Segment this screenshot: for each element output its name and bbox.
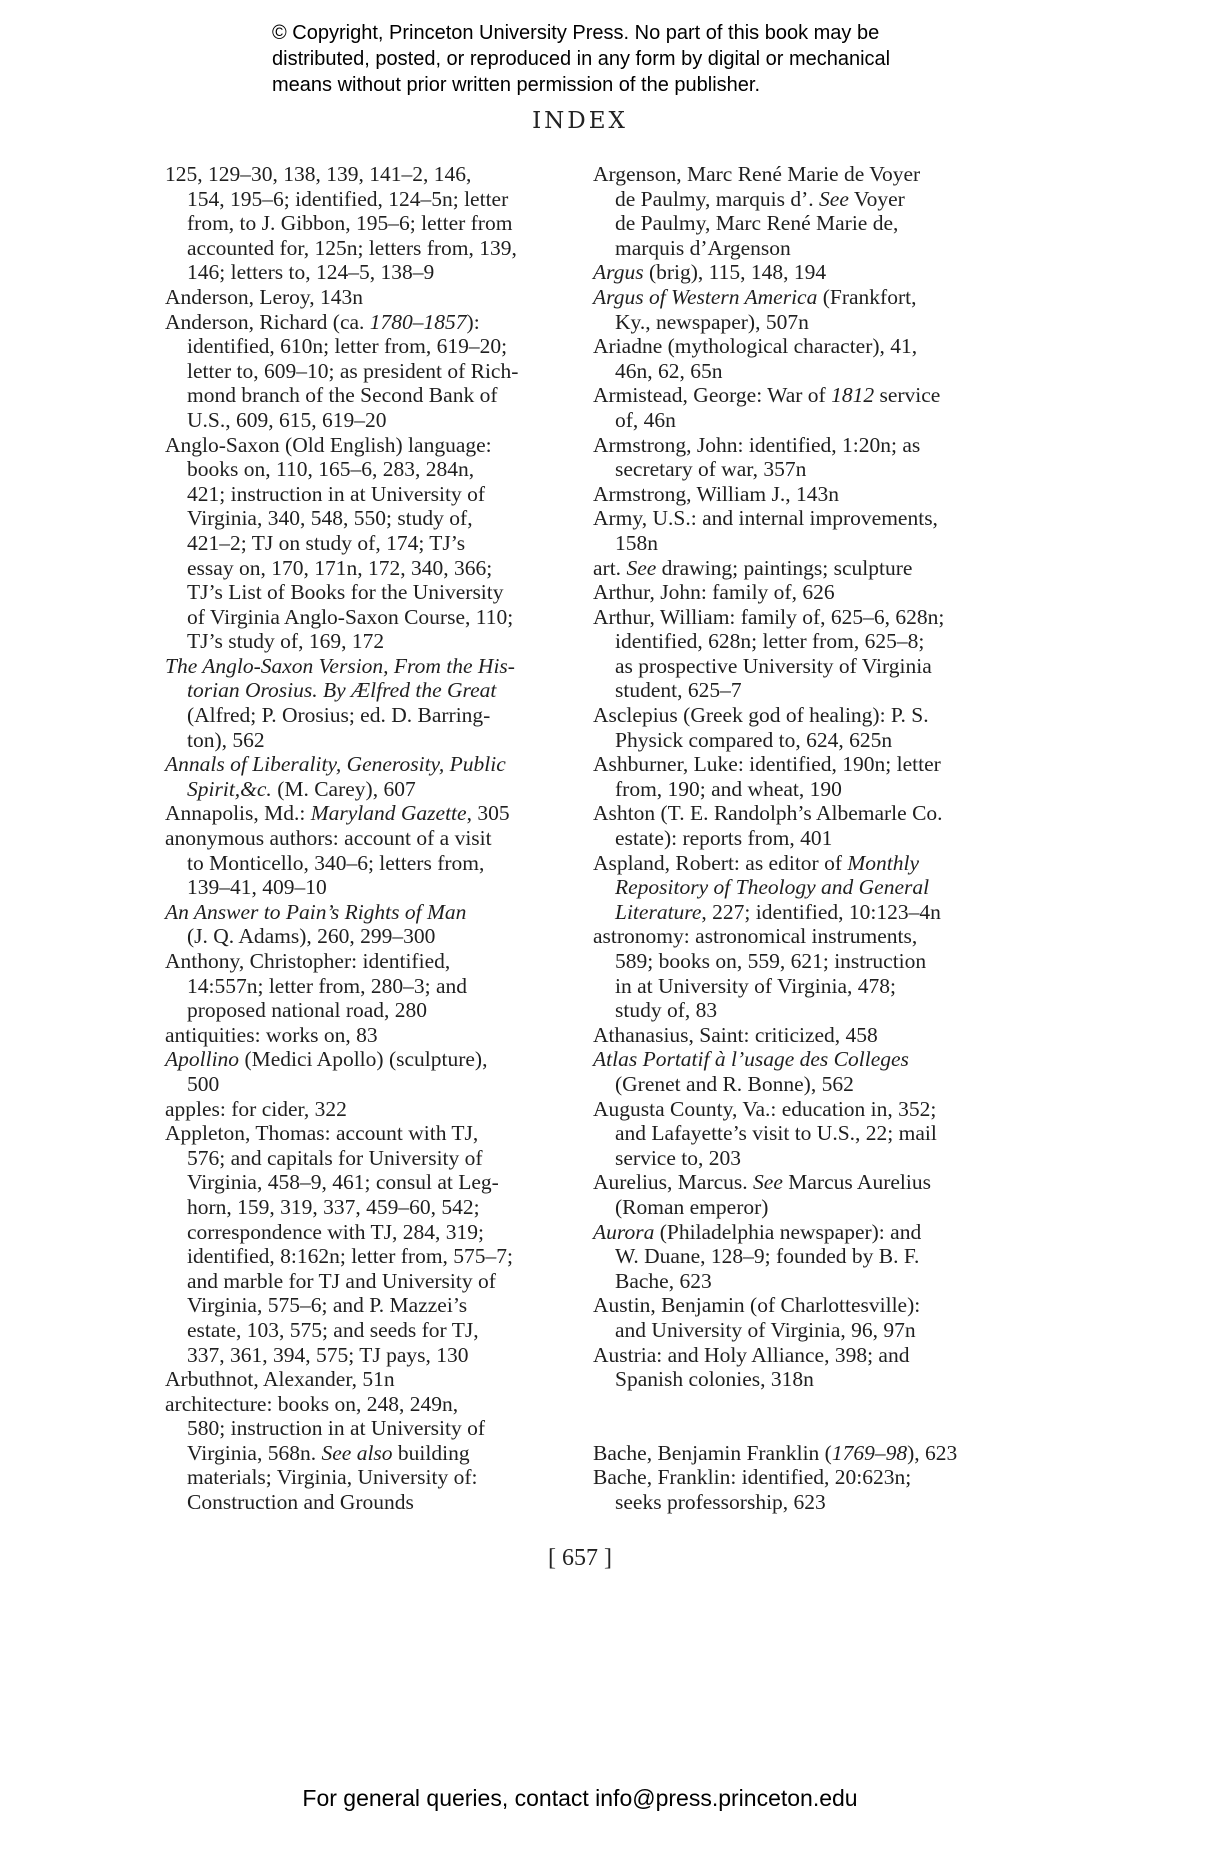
text-segment: Anderson, Richard (ca. — [165, 309, 370, 334]
text-segment: Voyer — [848, 186, 905, 211]
text-segment: (Frankfort, — [817, 284, 917, 309]
entry-line — [593, 236, 1003, 261]
index-entry — [165, 1097, 565, 1122]
entry-line — [593, 1195, 1003, 1220]
index-entry — [593, 752, 1003, 801]
entry-line — [593, 949, 1003, 974]
text-segment: identified, 8:162n; letter from, 575–7; — [187, 1244, 514, 1269]
index-entry — [593, 556, 1003, 581]
index-entry — [593, 1465, 1003, 1514]
text-segment: (Roman emperor) — [615, 1194, 769, 1219]
text-segment: Physick compared to, 624, 625n — [615, 727, 893, 752]
entry-line — [165, 974, 565, 999]
entry-line — [165, 728, 565, 753]
entry-line — [165, 801, 565, 826]
italic-segment: Maryland Gazette — [310, 801, 467, 826]
text-segment: ), 623 — [907, 1440, 958, 1465]
text-segment: identified, 628n; letter from, 625–8; — [615, 629, 925, 654]
entry-line — [165, 260, 565, 285]
italic-segment: 1769–98 — [831, 1440, 908, 1465]
text-segment: ): — [466, 309, 480, 334]
text-segment: Armistead, George: War of — [593, 383, 832, 408]
text-segment: horn, 159, 319, 337, 459–60, 542; — [187, 1194, 480, 1219]
index-entry — [593, 801, 1003, 850]
text-segment: in at University of Virginia, 478; — [615, 973, 896, 998]
text-segment: Bache, Benjamin Franklin ( — [593, 1440, 832, 1465]
text-segment: Arthur, John: family of, 626 — [593, 580, 835, 605]
text-segment: as prospective University of Virginia — [615, 653, 932, 678]
italic-segment: Annals of Liberality, Generosity, Public — [165, 752, 506, 777]
entry-line — [593, 187, 1003, 212]
text-segment: (brig), 115, 148, 194 — [643, 260, 827, 285]
text-segment: Aurelius, Marcus. — [593, 1170, 754, 1195]
entry-line — [165, 654, 565, 679]
index-entry — [593, 1343, 1003, 1392]
italic-segment: See also — [321, 1440, 393, 1465]
text-segment: and University of Virginia, 96, 97n — [615, 1317, 916, 1342]
entry-line — [165, 1195, 565, 1220]
text-segment: U.S., 609, 615, 619–20 — [187, 407, 387, 432]
text-segment: books on, 110, 165–6, 283, 284n, — [187, 457, 475, 482]
italic-segment: Atlas Portatif à l’usage des Colleges — [593, 1047, 909, 1072]
index-column-right — [593, 162, 1003, 1514]
index-entry — [165, 900, 565, 949]
index-entry — [593, 260, 1003, 285]
letter-section-gap — [593, 1392, 1003, 1441]
index-entry — [593, 924, 1003, 1022]
entry-line — [165, 1367, 565, 1392]
entry-line — [593, 310, 1003, 335]
entry-line — [593, 1318, 1003, 1343]
running-head: INDEX — [532, 108, 628, 134]
text-segment: and marble for TJ and University of — [187, 1268, 496, 1293]
entry-line — [165, 162, 565, 187]
text-segment: 421; instruction in at University of — [187, 481, 485, 506]
entry-line — [165, 1121, 565, 1146]
entry-line — [593, 285, 1003, 310]
entry-line — [593, 1146, 1003, 1171]
entry-line — [165, 777, 565, 802]
index-entry — [593, 383, 1003, 432]
text-segment: (Medici Apollo) (sculpture), — [239, 1047, 488, 1072]
index-entry — [165, 826, 565, 900]
text-segment: 125, 129–30, 138, 139, 141–2, 146, — [165, 162, 472, 186]
text-segment: and Lafayette’s visit to U.S., 22; mail — [615, 1121, 937, 1146]
text-segment: study of, 83 — [615, 998, 718, 1023]
text-segment: Army, U.S.: and internal improvements, — [593, 506, 938, 531]
text-segment: accounted for, 125n; letters from, 139, — [187, 235, 517, 260]
entry-line — [593, 1293, 1003, 1318]
index-entry — [165, 433, 565, 654]
text-segment: Augusta County, Va.: education in, 352; — [593, 1096, 937, 1121]
entry-line — [165, 1047, 565, 1072]
text-segment: estate, 103, 575; and seeds for TJ, — [187, 1317, 479, 1342]
text-segment: Armstrong, William J., 143n — [593, 481, 839, 506]
text-segment: anonymous authors: account of a visit — [165, 826, 492, 851]
text-segment: Construction and Grounds — [187, 1490, 414, 1515]
entry-line — [593, 654, 1003, 679]
text-segment: Austin, Benjamin (of Charlottesville): — [593, 1293, 921, 1318]
index-entry — [593, 703, 1003, 752]
text-segment: 421–2; TJ on study of, 174; TJ’s — [187, 530, 466, 555]
entry-line — [593, 1367, 1003, 1392]
text-segment: Argenson, Marc René Marie de Voyer — [593, 162, 921, 186]
text-segment: Bache, 623 — [615, 1268, 712, 1293]
text-segment: marquis d’Argenson — [615, 235, 791, 260]
index-entry — [593, 285, 1003, 334]
italic-segment: Literature — [615, 899, 702, 924]
entry-line — [165, 457, 565, 482]
text-segment: Anderson, Leroy, 143n — [165, 284, 364, 309]
text-segment: 46n, 62, 65n — [615, 358, 723, 383]
entry-line — [165, 900, 565, 925]
text-segment: (J. Q. Adams), 260, 299–300 — [187, 924, 436, 949]
entry-line — [165, 556, 565, 581]
entry-line — [165, 1392, 565, 1417]
entry-line — [593, 974, 1003, 999]
text-segment: (Grenet and R. Bonne), 562 — [615, 1071, 854, 1096]
text-segment: Anthony, Christopher: identified, — [165, 949, 451, 973]
entry-line — [165, 1441, 565, 1466]
entry-line — [593, 777, 1003, 802]
entry-line — [593, 383, 1003, 408]
entry-line — [165, 605, 565, 630]
entry-line — [165, 924, 565, 949]
text-segment: correspondence with TJ, 284, 319; — [187, 1219, 484, 1244]
entry-line — [593, 334, 1003, 359]
text-segment: estate): reports from, 401 — [615, 826, 833, 851]
italic-segment: See — [753, 1170, 783, 1195]
entry-line — [165, 482, 565, 507]
entry-line — [165, 1318, 565, 1343]
text-segment: Ky., newspaper), 507n — [615, 309, 809, 334]
entry-line — [165, 949, 565, 974]
entry-line — [593, 728, 1003, 753]
entry-line — [593, 580, 1003, 605]
text-segment: (Philadelphia newspaper): and — [654, 1219, 922, 1244]
text-segment: Virginia, 458–9, 461; consul at Leg- — [187, 1170, 499, 1195]
index-entry — [165, 1121, 565, 1367]
index-entry — [593, 1293, 1003, 1342]
entry-line — [165, 1269, 565, 1294]
entry-line — [593, 433, 1003, 458]
text-segment: 576; and capitals for University of — [187, 1145, 483, 1170]
text-segment: antiquities: works on, 83 — [165, 1022, 378, 1047]
text-segment: essay on, 170, 171n, 172, 340, 366; — [187, 555, 493, 580]
entry-line — [165, 211, 565, 236]
text-segment: 154, 195–6; identified, 124–5n; letter — [187, 186, 509, 211]
entry-line — [165, 629, 565, 654]
entry-line — [165, 531, 565, 556]
text-segment: service to, 203 — [615, 1145, 741, 1170]
entry-line — [165, 383, 565, 408]
entry-line — [165, 285, 565, 310]
index-entry — [593, 1023, 1003, 1048]
entry-line — [165, 580, 565, 605]
entry-line — [593, 408, 1003, 433]
text-segment: 500 — [187, 1071, 220, 1096]
text-segment: de Paulmy, Marc René Marie de, — [615, 211, 899, 236]
text-segment: Arthur, William: family of, 625–6, 628n; — [593, 604, 945, 629]
entry-line — [165, 752, 565, 777]
text-segment: art. — [593, 555, 627, 580]
entry-line — [593, 1097, 1003, 1122]
text-segment: Virginia, 340, 548, 550; study of, — [187, 506, 473, 531]
text-segment: Asclepius (Greek god of healing): P. S. — [593, 703, 929, 728]
text-segment: (Alfred; P. Orosius; ed. D. Barring- — [187, 703, 491, 728]
text-segment: of, 46n — [615, 407, 676, 432]
entry-line — [165, 875, 565, 900]
text-segment: Virginia, 568n. — [187, 1440, 322, 1465]
entry-line — [593, 678, 1003, 703]
text-segment: 337, 361, 394, 575; TJ pays, 130 — [187, 1342, 469, 1367]
entry-line — [165, 1023, 565, 1048]
entry-line — [593, 1244, 1003, 1269]
entry-line — [593, 482, 1003, 507]
text-segment: Arbuthnot, Alexander, 51n — [165, 1367, 395, 1392]
text-segment: 589; books on, 559, 621; instruction — [615, 949, 927, 973]
text-segment: 580; instruction in at University of — [187, 1416, 485, 1441]
entry-line — [165, 236, 565, 261]
text-segment: mond branch of the Second Bank of — [187, 383, 498, 408]
entry-line — [165, 1416, 565, 1441]
entry-line — [165, 678, 565, 703]
entry-line — [593, 851, 1003, 876]
index-entry — [593, 433, 1003, 482]
index-entry — [593, 334, 1003, 383]
entry-line — [593, 1170, 1003, 1195]
text-segment: drawing; paintings; sculpture — [656, 555, 913, 580]
text-segment: from, to J. Gibbon, 195–6; letter from — [187, 211, 513, 236]
text-segment: seeks professorship, 623 — [615, 1489, 826, 1514]
entry-line — [165, 1146, 565, 1171]
text-segment: , 227; identified, 10:123–4n — [701, 899, 941, 924]
entry-line — [165, 998, 565, 1023]
index-entry — [593, 851, 1003, 925]
entry-line — [593, 211, 1003, 236]
entry-line — [165, 433, 565, 458]
entry-line — [593, 260, 1003, 285]
text-segment: Annapolis, Md.: — [165, 801, 311, 826]
entry-line — [593, 1490, 1003, 1515]
index-entry — [593, 1047, 1003, 1096]
entry-line — [165, 1465, 565, 1490]
index-entry — [593, 162, 1003, 260]
index-entry — [593, 482, 1003, 507]
entry-line — [593, 1269, 1003, 1294]
entry-line — [593, 162, 1003, 187]
text-segment: secretary of war, 357n — [615, 457, 807, 482]
entry-line — [593, 703, 1003, 728]
text-segment: from, 190; and wheat, 190 — [615, 776, 842, 801]
text-segment: Bache, Franklin: identified, 20:623n; — [593, 1465, 912, 1490]
text-segment: TJ’s study of, 169, 172 — [187, 629, 385, 654]
entry-line — [593, 629, 1003, 654]
index-entry — [165, 949, 565, 1023]
italic-segment: The Anglo-Saxon Version, From the His- — [165, 653, 515, 678]
text-segment: architecture: books on, 248, 249n, — [165, 1391, 459, 1416]
index-entry — [593, 1220, 1003, 1294]
italic-segment: An Answer to Pain’s Rights of Man — [165, 899, 467, 924]
entry-line — [165, 1170, 565, 1195]
text-segment: , 305 — [466, 801, 510, 826]
entry-line — [593, 900, 1003, 925]
text-segment: Spanish colonies, 318n — [615, 1367, 814, 1392]
index-entry — [593, 580, 1003, 605]
entry-line — [165, 1343, 565, 1368]
text-segment: Armstrong, John: identified, 1:20n; as — [593, 432, 921, 457]
entry-line — [165, 1220, 565, 1245]
entry-line — [593, 1072, 1003, 1097]
text-segment: building — [392, 1440, 470, 1465]
index-entry — [165, 1023, 565, 1048]
text-segment: service — [874, 383, 941, 408]
copyright-notice — [272, 20, 1032, 98]
text-segment: (M. Carey), 607 — [271, 776, 416, 801]
entry-line — [593, 1023, 1003, 1048]
entry-line — [165, 310, 565, 335]
footer-contact: For general queries, contact info@press.princeton.edu — [302, 1785, 858, 1811]
index-entry — [165, 752, 565, 801]
italic-segment: Apollino — [165, 1047, 240, 1072]
entry-line — [165, 1097, 565, 1122]
text-segment: Marcus Aurelius — [782, 1170, 931, 1195]
index-entry — [593, 506, 1003, 555]
italic-segment: Repository of Theology and General — [615, 875, 930, 900]
index-entry — [165, 1392, 565, 1515]
entry-line — [593, 801, 1003, 826]
italic-segment: See — [626, 555, 657, 580]
text-segment: 146; letters to, 124–5, 138–9 — [187, 260, 435, 285]
italic-segment: 1812 — [831, 383, 875, 408]
page-number: [ 657 ] — [548, 1545, 612, 1571]
text-segment: materials; Virginia, University of: — [187, 1465, 478, 1490]
entry-line — [593, 875, 1003, 900]
entry-line — [165, 187, 565, 212]
italic-segment: torian Orosius. By Ælfred the Great — [187, 678, 497, 703]
entry-line — [593, 998, 1003, 1023]
italic-segment: Monthly — [847, 850, 920, 875]
italic-segment: Aurora — [593, 1219, 655, 1244]
text-segment: W. Duane, 128–9; founded by B. F. — [615, 1244, 920, 1269]
text-segment: 139–41, 409–10 — [187, 875, 327, 900]
text-segment: 14:557n; letter from, 280–3; and — [187, 973, 468, 998]
entry-line — [593, 506, 1003, 531]
entry-line — [593, 752, 1003, 777]
text-segment: to Monticello, 340–6; letters from, — [187, 850, 485, 875]
index-entry — [165, 654, 565, 752]
entry-line — [165, 1072, 565, 1097]
italic-segment: See — [819, 186, 849, 211]
entry-line — [593, 1047, 1003, 1072]
index-column-left — [165, 162, 565, 1515]
entry-line — [165, 506, 565, 531]
text-segment: apples: for cider, 322 — [165, 1096, 347, 1121]
text-segment: Ariadne (mythological character), 41, — [593, 334, 918, 359]
entry-line — [593, 457, 1003, 482]
entry-line — [593, 359, 1003, 384]
entry-line — [593, 1343, 1003, 1368]
entry-line — [593, 1220, 1003, 1245]
text-segment: letter to, 609–10; as president of Rich- — [187, 358, 519, 383]
entry-line — [593, 531, 1003, 556]
index-entry-continued — [165, 162, 565, 285]
index-entry — [165, 801, 565, 826]
text-segment: Ashburner, Luke: identified, 190n; letter — [593, 752, 941, 777]
italic-segment: Argus of Western America — [593, 284, 818, 309]
text-segment: student, 625–7 — [615, 678, 742, 703]
entry-line — [165, 1244, 565, 1269]
entry-line — [593, 924, 1003, 949]
text-segment: identified, 610n; letter from, 619–20; — [187, 334, 508, 359]
text-segment: Appleton, Thomas: account with TJ, — [165, 1121, 479, 1146]
entry-line — [593, 1441, 1003, 1466]
entry-line — [165, 851, 565, 876]
entry-line — [165, 826, 565, 851]
italic-segment: Argus — [593, 260, 644, 285]
entry-line — [593, 556, 1003, 581]
italic-segment: 1780–1857 — [369, 309, 467, 334]
entry-line — [165, 1293, 565, 1318]
index-entry — [593, 1441, 1003, 1466]
italic-segment: Spirit,&c. — [187, 776, 272, 801]
index-entry — [165, 1047, 565, 1096]
entry-line — [593, 1465, 1003, 1490]
text-segment: Austria: and Holy Alliance, 398; and — [593, 1342, 910, 1367]
index-entry — [165, 285, 565, 310]
copyright-line: distributed, posted, or reproduced in any form by digital or mechanical — [272, 48, 891, 70]
text-segment: Ashton (T. E. Randolph’s Albemarle Co. — [593, 801, 943, 826]
entry-line — [593, 605, 1003, 630]
text-segment: 158n — [615, 530, 658, 555]
entry-line — [165, 1490, 565, 1515]
text-segment: of Virginia Anglo-Saxon Course, 110; — [187, 604, 514, 629]
entry-line — [593, 1121, 1003, 1146]
entry-line — [165, 703, 565, 728]
index-entry — [593, 1097, 1003, 1171]
entry-line — [165, 408, 565, 433]
index-entry — [593, 1170, 1003, 1219]
index-entry — [593, 605, 1003, 703]
copyright-line: means without prior written permission of the publisher. — [272, 74, 761, 96]
index-entry — [165, 1367, 565, 1392]
text-segment: de Paulmy, marquis d’. — [615, 186, 820, 211]
text-segment: proposed national road, 280 — [187, 998, 428, 1023]
text-segment: Aspland, Robert: as editor of — [593, 850, 848, 875]
text-segment: TJ’s List of Books for the University — [187, 580, 504, 605]
copyright-line: © Copyright, Princeton University Press. No part of this book may be — [272, 22, 880, 44]
entry-line — [165, 359, 565, 384]
index-entry — [165, 310, 565, 433]
text-segment: astronomy: astronomical instruments, — [593, 924, 918, 949]
text-segment: Virginia, 575–6; and P. Mazzei’s — [187, 1293, 468, 1318]
text-segment: Athanasius, Saint: criticized, 458 — [593, 1022, 878, 1047]
entry-line — [593, 826, 1003, 851]
text-segment: Anglo-Saxon (Old English) language: — [165, 432, 492, 457]
entry-line — [165, 334, 565, 359]
text-segment: ton), 562 — [187, 727, 265, 752]
